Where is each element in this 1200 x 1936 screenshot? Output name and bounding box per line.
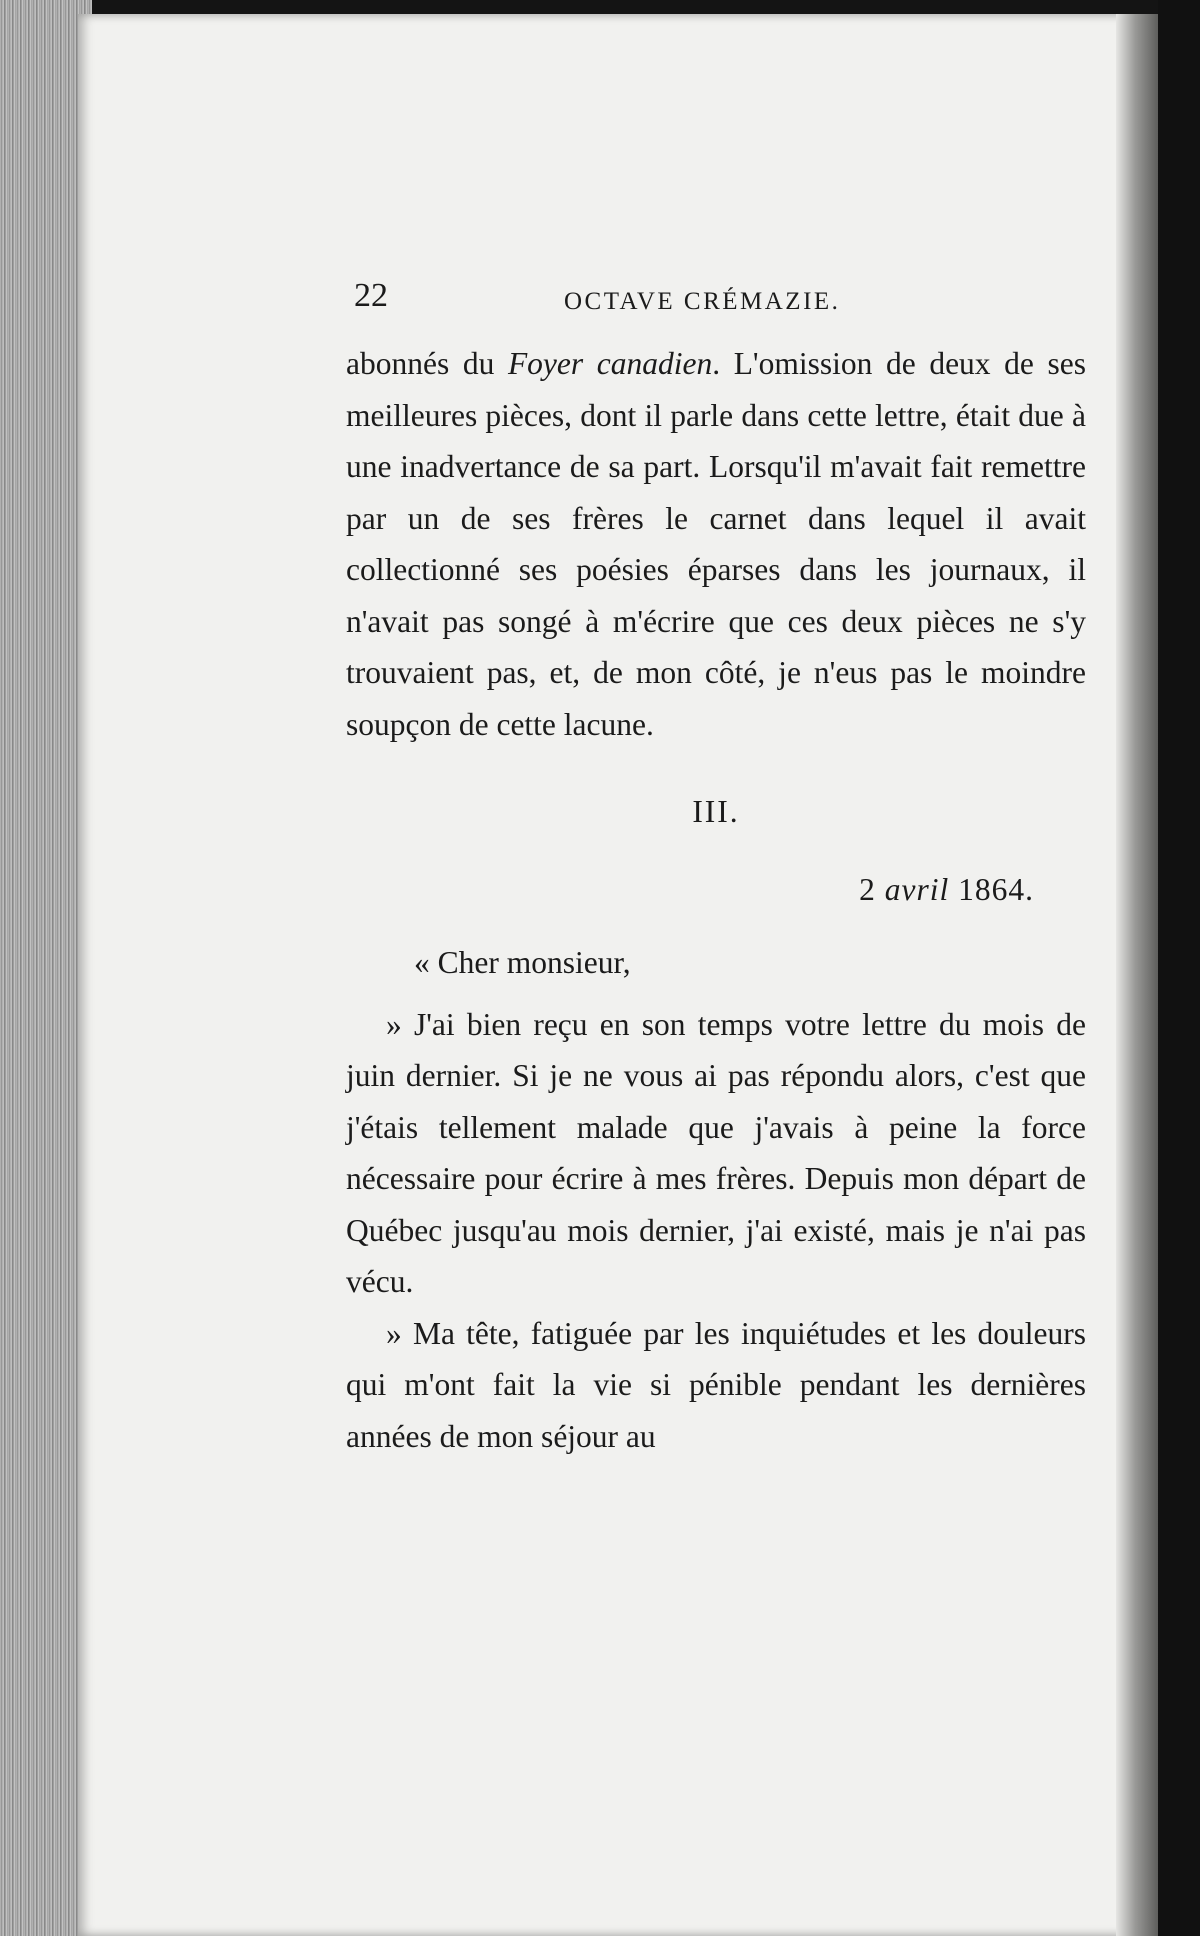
page-gutter-shadow bbox=[1116, 14, 1158, 1936]
scan-background bbox=[1158, 0, 1200, 1936]
date-year: 1864. bbox=[958, 871, 1034, 907]
section-heading: III. bbox=[692, 794, 740, 829]
page-number: 22 bbox=[354, 277, 388, 314]
paragraph-1 bbox=[346, 338, 1086, 750]
date-month: avril bbox=[884, 871, 950, 907]
paragraph-2: » J'ai bien reçu en son temps votre lettre du mois de juin dernier. Si je ne vous ai pas répondu alors, c'est que j'étais tellement malade que j'avais à peine la force nécessaire pour écrire à mes frères. Depuis mon départ de Québec jusqu'au mois dernier, j'ai existé, mais je n'ai pas vécu. bbox=[346, 1006, 1086, 1299]
letter-date bbox=[346, 864, 1086, 916]
running-title: OCTAVE CRÉMAZIE. bbox=[564, 288, 841, 315]
journal-title: Foyer canadien bbox=[507, 346, 713, 381]
paragraph-1-rest: . L'omission de deux de ses meilleures pièces, dont il parle dans cette lettre, était due à une inadvertance de sa part. Lorsqu'il m'avait fait remettre par un de ses frères le carnet dans lequel il avait collectionné ses poésies éparses dans les journaux, il n'avait pas songé à m'écrire que ces deux pièces ne s'y trouvaient pas, et, de mon côté, je n'eus pas le moindre soupçon de cette lacune. bbox=[346, 346, 1086, 742]
page-text-block bbox=[346, 270, 1086, 1462]
running-head bbox=[346, 270, 1086, 330]
paragraph-1-lead: abonnés du bbox=[346, 346, 508, 381]
paragraph-3: » Ma tête, fatiguée par les inquiétudes et les douleurs qui m'ont fait la vie si pénible pendant les dernières années de mon séjour au bbox=[346, 1315, 1086, 1454]
salutation: « Cher monsieur, bbox=[414, 945, 631, 980]
date-day: 2 bbox=[859, 871, 876, 907]
